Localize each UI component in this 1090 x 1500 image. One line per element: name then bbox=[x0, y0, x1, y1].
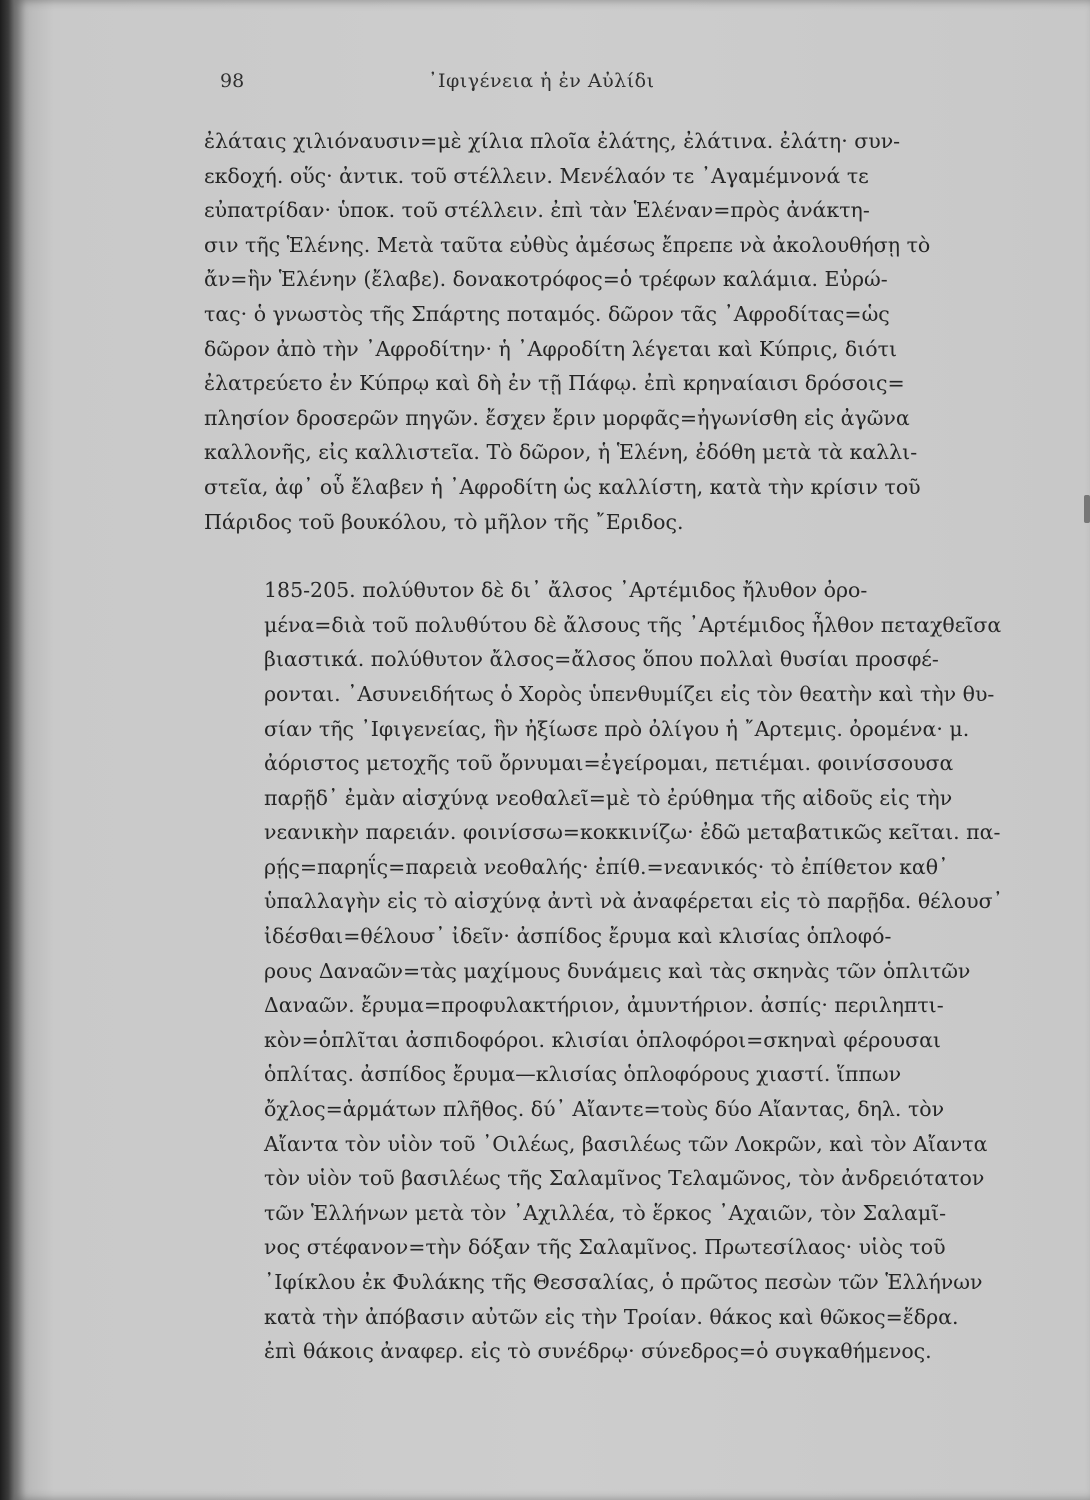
text-line: ὄχλος=ἁρμάτων πλῆθος. δύ᾿ Αἴαντε=τοὺς δύο Αἴαντας, δηλ. τὸν bbox=[264, 1097, 945, 1122]
book-binding-edge bbox=[0, 0, 14, 1500]
text-line: ὑπαλλαγὴν εἰς τὸ αἰσχύνᾳ ἀντὶ νὰ ἀναφέρεται εἰς τὸ παρῇδα. θέλουσ᾿ bbox=[264, 889, 1003, 914]
text-line: δῶρον ἀπὸ τὴν ᾿Αφροδίτην· ἡ ᾿Αφροδίτη λέγεται καὶ Κύπρις, διότι bbox=[204, 336, 898, 361]
page-header bbox=[14, 70, 1090, 102]
text-line: πλησίον δροσερῶν πηγῶν. ἔσχεν ἔριν μορφᾶς=ἠγωνίσθη εἰς ἀγῶνα bbox=[204, 405, 910, 430]
commentary-paragraph-1 bbox=[204, 124, 1022, 539]
text-line: ρονται. ᾿Ασυνειδήτως ὁ Χορὸς ὑπενθυμίζει εἰς τὸν θεατὴν καὶ τὴν θυ- bbox=[264, 681, 995, 706]
running-title: ᾿Ιφιγένεια ἡ ἐν Αὐλίδι bbox=[428, 70, 655, 92]
text-line: σιν τῆς Ἑλένης. Μετὰ ταῦτα εὐθὺς ἀμέσως ἔπρεπε νὰ ἀκολουθήσῃ τὸ bbox=[204, 232, 931, 257]
page-number: 98 bbox=[220, 70, 245, 92]
text-line: ἰδέσθαι=θέλουσ᾿ ἰδεῖν· ἀσπίδος ἔρυμα καὶ κλισίας ὁπλοφό- bbox=[264, 924, 892, 949]
text-line: μένα=διὰ τοῦ πολυθύτου δὲ ἄλσους τῆς ᾿Αρτέμιδος ἦλθον πεταχθεῖσα bbox=[264, 612, 1002, 637]
page-mark bbox=[1084, 495, 1090, 523]
text-line: ρους Δαναῶν=τὰς μαχίμους δυνάμεις καὶ τὰς σκηνὰς τῶν ὁπλιτῶν bbox=[264, 958, 971, 983]
text-line: ἀόριστος μετοχῆς τοῦ ὄρνυμαι=ἐγείρομαι, πετιέμαι. φοινίσσουσα bbox=[264, 751, 954, 776]
text-line: Πάριδος τοῦ βουκόλου, τὸ μῆλον τῆς ῎Εριδος. bbox=[204, 509, 684, 534]
text-line: εὐπατρίδαν· ὑποκ. τοῦ στέλλειν. ἐπὶ τὰν Ἑλέναν=πρὸς ἀνάκτη- bbox=[204, 198, 870, 223]
text-line: τας· ὁ γνωστὸς τῆς Σπάρτης ποταμός. δῶρον τᾶς ᾿Αφροδίτας=ὡς bbox=[204, 301, 890, 326]
text-line: Αἴαντα τὸν υἱὸν τοῦ ᾿Οιλέως, βασιλέως τῶν Λοκρῶν, καὶ τὸν Αἴαντα bbox=[264, 1131, 988, 1156]
text-line: καλλονῆς, εἰς καλλιστεῖα. Τὸ δῶρον, ἡ Ἑλένη, ἐδόθη μετὰ τὰ καλλι- bbox=[204, 440, 918, 465]
text-line: ἄν=ἣν Ἑλένην (ἔλαβε). δονακοτρόφος=ὁ τρέφων καλάμια. Εὐρώ- bbox=[204, 267, 888, 292]
text-line: στεῖα, ἀφ᾿ οὗ ἔλαβεν ἡ ᾿Αφροδίτη ὡς καλλίστη, κατὰ τὴν κρίσιν τοῦ bbox=[204, 474, 921, 499]
text-line: ρῄς=παρηΐς=παρειὰ νεοθαλής· ἐπίθ.=νεανικός· τὸ ἐπίθετον καθ᾿ bbox=[264, 854, 949, 879]
text-line: τὸν υἱὸν τοῦ βασιλέως τῆς Σαλαμῖνος Τελαμῶνος, τὸν ἀνδρειότατον bbox=[264, 1166, 985, 1191]
text-line: παρῇδ᾿ ἐμὰν αἰσχύνᾳ νεοθαλεῖ=μὲ τὸ ἐρύθημα τῆς αἰδοῦς εἰς τὴν bbox=[264, 785, 953, 810]
commentary-body bbox=[204, 124, 1022, 1369]
text-line: νος στέφανον=τὴν δόξαν τῆς Σαλαμῖνος. Πρωτεσίλαος· υἱὸς τοῦ bbox=[264, 1235, 946, 1260]
text-line: ᾿Ιφίκλου ἐκ Φυλάκης τῆς Θεσσαλίας, ὁ πρῶτος πεσὼν τῶν Ἑλλήνων bbox=[264, 1270, 983, 1294]
text-line: βιαστικά. πολύθυτον ἄλσος=ἄλσος ὅπου πολλαὶ θυσίαι προσφέ- bbox=[264, 647, 939, 672]
text-line: κατὰ τὴν ἀπόβασιν αὐτῶν εἰς τὴν Τροίαν. θάκος καὶ θῶκος=ἕδρα. bbox=[264, 1304, 959, 1329]
text-line: 185-205. πολύθυτον δὲ δι᾿ ἄλσος ᾿Αρτέμιδος ἤλυθον ὀρο- bbox=[264, 578, 868, 603]
text-line: ἐπὶ θάκοις ἀναφερ. εἰς τὸ συνέδρῳ· σύνεδρος=ὁ συγκαθήμενος. bbox=[264, 1339, 932, 1364]
text-line: ὁπλίτας. ἀσπίδος ἔρυμα—κλισίας ὁπλοφόρους χιαστί. ἵππων bbox=[264, 1062, 902, 1087]
text-line: νεανικὴν παρειάν. φοινίσσω=κοκκινίζω· ἐδῶ μεταβατικῶς κεῖται. πα- bbox=[264, 820, 1001, 845]
text-line: Δαναῶν. ἔρυμα=προφυλακτήριον, ἀμυντήριον. ἀσπίς· περιληπτι- bbox=[264, 993, 944, 1018]
text-line: σίαν τῆς ᾿Ιφιγενείας, ἣν ἠξίωσε πρὸ ὀλίγου ἡ ῎Αρτεμις. ὀρομένα· μ. bbox=[264, 716, 970, 741]
text-line: ἐλατρεύετο ἐν Κύπρῳ καὶ δὴ ἐν τῇ Πάφῳ. ἐπὶ κρηναίαισι δρόσοις= bbox=[204, 371, 905, 396]
text-line: ἐλάταις χιλιόναυσιν=μὲ χίλια πλοῖα ἐλάτης, ἐλάτινα. ἐλάτη· συν- bbox=[204, 129, 901, 153]
book-page bbox=[14, 0, 1090, 1500]
text-line: τῶν Ἑλλήνων μετὰ τὸν ᾿Αχιλλέα, τὸ ἕρκος ᾿Αχαιῶν, τὸν Σαλαμῖ- bbox=[264, 1200, 947, 1225]
text-line: εκδοχή. οὕς· ἀντικ. τοῦ στέλλειν. Μενέλαόν τε ᾿Αγαμέμνονά τε bbox=[204, 163, 869, 188]
commentary-paragraph-2 bbox=[204, 573, 1022, 1369]
text-line: κὸν=ὁπλῖται ἀσπιδοφόροι. κλισίαι ὁπλοφόροι=σκηναὶ φέρουσαι bbox=[264, 1027, 941, 1052]
